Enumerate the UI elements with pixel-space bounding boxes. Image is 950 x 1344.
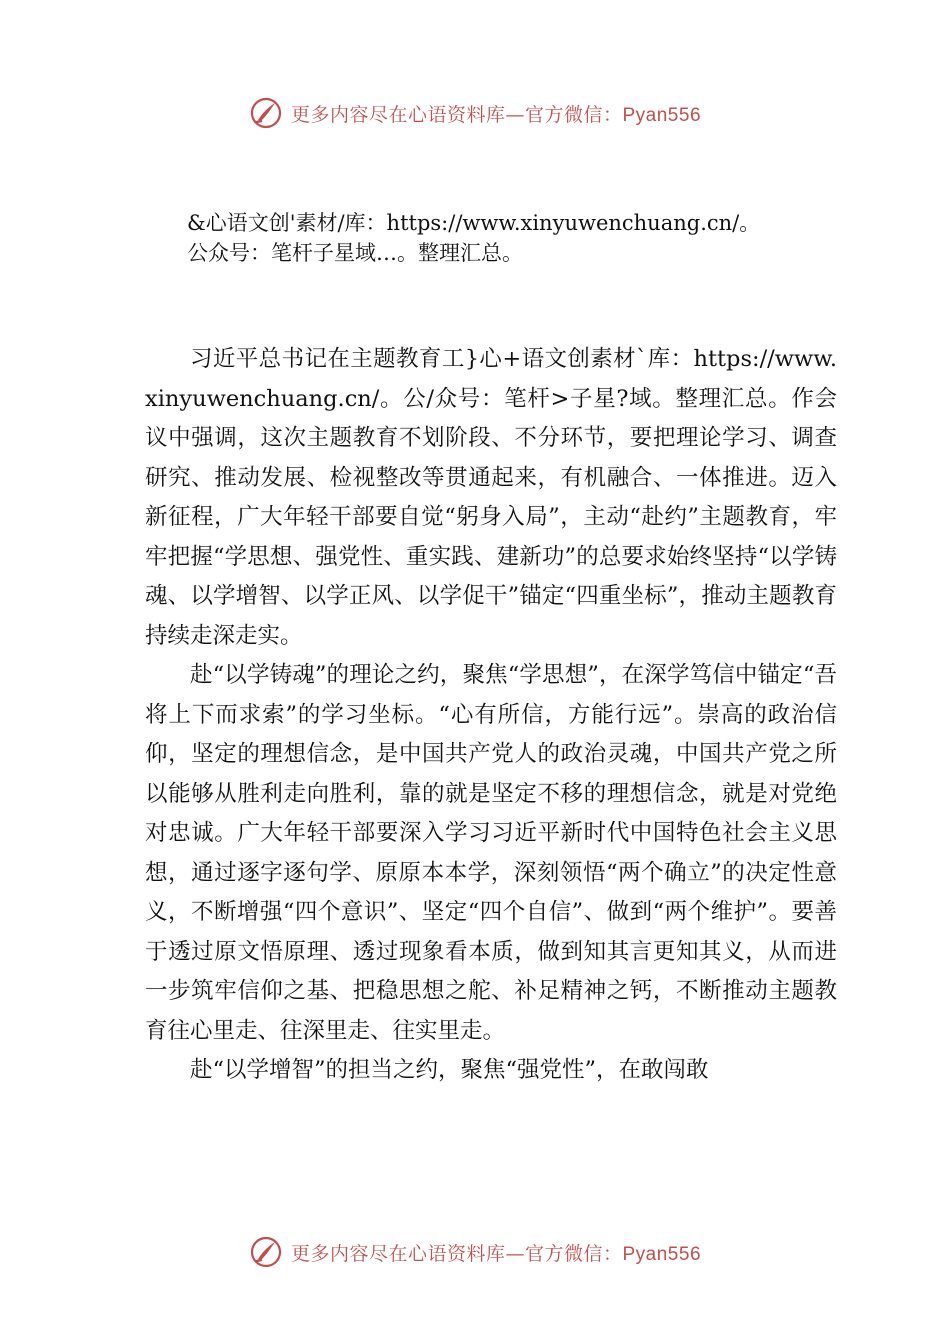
article-body [145, 340, 837, 1091]
watermark-label: 更多内容尽在心语资料库—官方微信： [290, 1242, 623, 1265]
source-note-line-2: 公众号：笔杆子星域…。整理汇总。 [187, 241, 523, 265]
footer-watermark [0, 1232, 950, 1272]
header-watermark [0, 93, 950, 133]
source-note-line-1: &心语文创'素材/库：https://www.xinyuwenchuang.cn/。 [187, 211, 761, 235]
brush-logo-icon [249, 96, 283, 130]
watermark-label: 更多内容尽在心语资料库—官方微信： [290, 103, 623, 126]
article-paragraph-1: 习近平总书记在主题教育工}心+语文创素材`库：https://www.xinyuwenchuang.cn/。公/众号：笔杆>子星?域。整理汇总。作会议中强调，这次主题教育不划阶段、不分环节，要把理论学习、调查研究、推动发展、检视整改等贯通起来，有机融合、一体推进。迈入新征程，广大年轻干部要自觉“躬身入局”，主动“赴约”主题教育，牢牢把握“学思想、强党性、重实践、建新功”的总要求始终坚持“以学铸魂、以学增智、以学正风、以学促干”锚定“四重坐标”，推动主题教育持续走深走实。 [145, 346, 837, 649]
brush-logo-icon [249, 1235, 283, 1269]
watermark-text [291, 1239, 701, 1266]
article-paragraph-3: 赴“以学增智”的担当之约，聚焦“强党性”，在敢闯敢 [190, 1057, 709, 1083]
article-paragraph-2: 赴“以学铸魂”的理论之约，聚焦“学思想”，在深学笃信中锚定“吾将上下而求索”的学习坐标。“心有所信，方能行远”。崇高的政治信仰，坚定的理想信念，是中国共产党人的政治灵魂，中国共产党之所以能够从胜利走向胜利，靠的就是坚定不移的理想信念，就是对党绝对忠诚。广大年轻干部要深入学习习近平新时代中国特色社会主义思想，通过逐字逐句学、原原本本学，深刻领悟“两个确立”的决定性意义，不断增强“四个意识”、坚定“四个自信”、做到“两个维护”。要善于透过原文悟原理、透过现象看本质，做到知其言更知其义，从而进一步筑牢信仰之基、把稳思想之舵、补足精神之钙，不断推动主题教育往心里走、往深里走、往实里走。 [145, 662, 837, 1044]
source-note [187, 208, 907, 268]
wechat-id: Pyan556 [622, 1243, 702, 1265]
watermark-text [291, 100, 701, 127]
wechat-id: Pyan556 [622, 104, 702, 126]
